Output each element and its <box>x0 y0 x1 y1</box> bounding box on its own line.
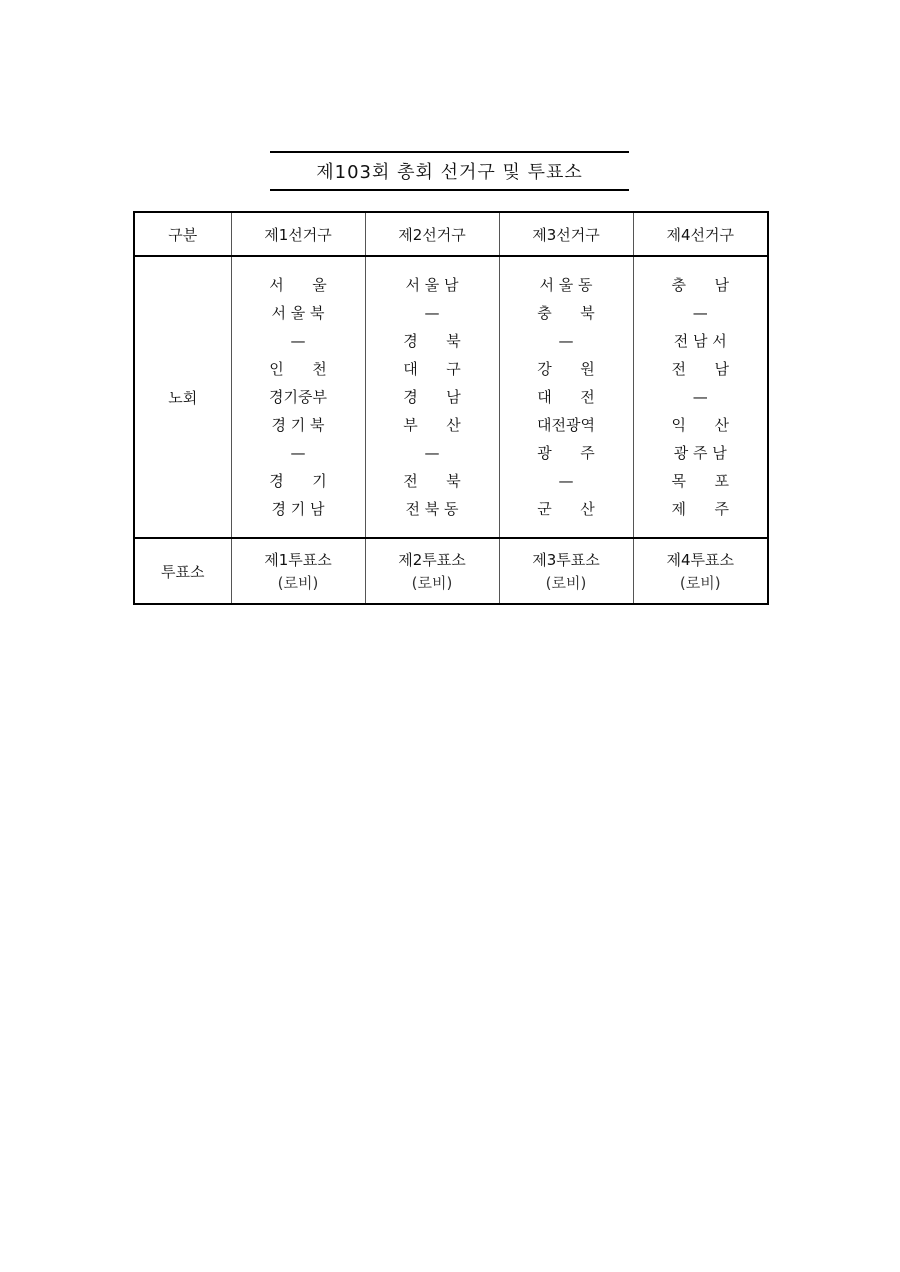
presbytery-item: 경 기 <box>269 472 327 490</box>
booth-4 <box>633 538 768 604</box>
booth-3 <box>499 538 633 604</box>
district-1-presbyteries <box>231 256 365 538</box>
booth-name: 제4투표소 <box>666 551 734 569</box>
header-category: 구분 <box>134 212 231 256</box>
polling-booth-label: 투표소 <box>134 538 231 604</box>
presbytery-item: 광 주 남 <box>673 444 727 462</box>
presbytery-item: 서 울 북 <box>271 304 325 322</box>
district-3-presbyteries <box>499 256 633 538</box>
presbytery-item: 경 북 <box>403 332 461 350</box>
presbytery-item: 경 남 <box>403 388 461 406</box>
presbytery-item: — <box>692 388 708 406</box>
presbytery-item: 서 울 동 <box>539 276 593 294</box>
booth-name: 제3투표소 <box>532 551 600 569</box>
booth-1 <box>231 538 365 604</box>
presbytery-item: 충 북 <box>537 304 595 322</box>
table-header-row <box>134 212 768 256</box>
presbytery-item: 대전광역 <box>537 416 595 434</box>
presbytery-item: 인 천 <box>269 360 327 378</box>
presbytery-item: — <box>290 332 306 350</box>
presbytery-item: 제 주 <box>671 500 730 518</box>
booth-location: (로비) <box>277 574 319 592</box>
presbytery-item: — <box>558 472 574 490</box>
presbytery-item: — <box>692 304 708 322</box>
presbytery-item: 서 울 남 <box>405 276 459 294</box>
presbytery-item: 서 울 <box>269 276 327 294</box>
presbytery-item: 경 기 북 <box>271 416 325 434</box>
presbytery-row <box>134 256 768 538</box>
presbytery-item: 군 산 <box>537 500 595 518</box>
header-district-2: 제2선거구 <box>365 212 499 256</box>
polling-booth-row <box>134 538 768 604</box>
presbytery-item: 익 산 <box>671 416 730 434</box>
presbytery-item: 전 북 동 <box>405 500 459 518</box>
header-district-1: 제1선거구 <box>231 212 365 256</box>
booth-name: 제2투표소 <box>398 551 466 569</box>
presbytery-item: 광 주 <box>537 444 595 462</box>
booth-location: (로비) <box>545 574 587 592</box>
presbytery-item: — <box>558 332 574 350</box>
presbytery-item: 전 북 <box>403 472 461 490</box>
presbytery-item: 충 남 <box>671 276 730 294</box>
presbytery-item: 강 원 <box>537 360 595 378</box>
presbytery-item: 경 기 남 <box>271 500 325 518</box>
presbytery-item: 전 남 서 <box>673 332 727 350</box>
presbytery-item: 대 전 <box>537 388 595 406</box>
presbytery-item: 전 남 <box>671 360 730 378</box>
booth-name: 제1투표소 <box>264 551 332 569</box>
presbytery-item: 대 구 <box>403 360 461 378</box>
header-district-4: 제4선거구 <box>633 212 768 256</box>
presbytery-item: — <box>424 304 440 322</box>
district-2-presbyteries <box>365 256 499 538</box>
presbytery-item: 경기중부 <box>269 388 327 406</box>
header-district-3: 제3선거구 <box>499 212 633 256</box>
presbytery-item: — <box>424 444 440 462</box>
presbytery-item: 부 산 <box>403 416 461 434</box>
presbytery-item: — <box>290 444 306 462</box>
booth-location: (로비) <box>679 574 721 592</box>
booth-2 <box>365 538 499 604</box>
booth-location: (로비) <box>411 574 453 592</box>
district-table <box>133 211 769 605</box>
presbytery-label: 노회 <box>134 256 231 538</box>
document-title: 제103회 총회 선거구 및 투표소 <box>270 151 629 191</box>
presbytery-item: 목 포 <box>671 472 730 490</box>
district-4-presbyteries <box>633 256 768 538</box>
